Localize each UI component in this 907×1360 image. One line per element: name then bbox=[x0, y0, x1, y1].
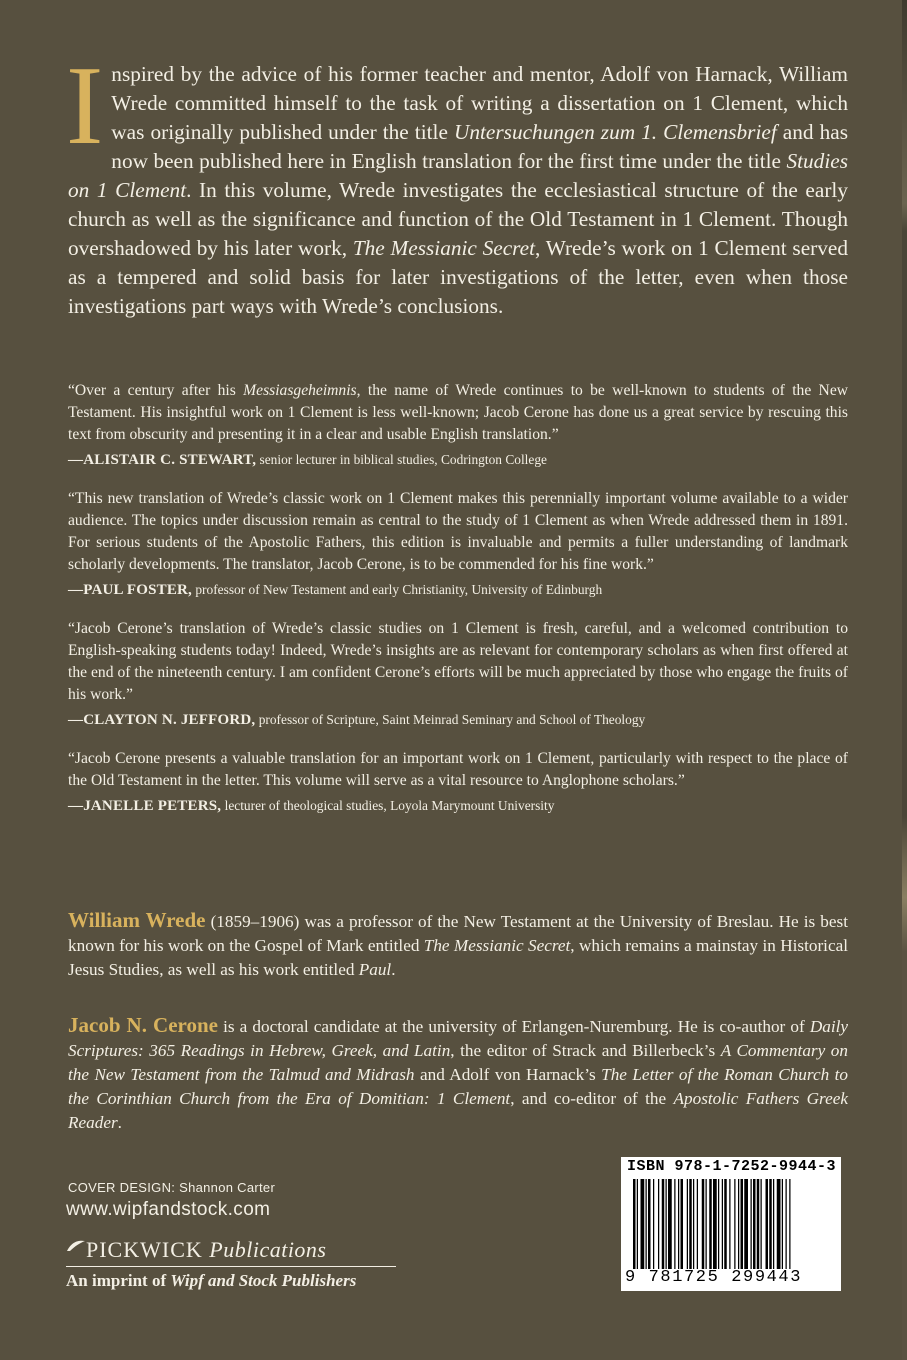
endorsement-attribution: —PAUL FOSTER, professor of New Testament and early Christianity, University of Edinburgh bbox=[68, 582, 603, 598]
cover-edge-strip bbox=[902, 0, 907, 1360]
publisher-website: www.wipfandstock.com bbox=[66, 1199, 271, 1220]
barcode-bars bbox=[633, 1179, 829, 1269]
drop-cap: I bbox=[66, 44, 104, 168]
endorsements bbox=[68, 380, 848, 816]
blurb-text: nspired by the advice of his former teacher and mentor, Adolf von Harnack, William Wrede committed himself to the task of writing a dissertation on 1 Clement, which was originally published under the title Untersuchungen zum 1. Clemensbrief and has now been published here in English translation for the first time under the title Studies on 1 Clement. In this volume, Wrede investigates the ecclesiastical structure of the early church as well as the significance and function of the Old Testament in 1 Clement. Though overshadowed by his later work, The Messianic Secret, Wrede’s work on 1 Clement served as a tempered and solid basis for later investigations of the letter, even when those investigations part ways with Wrede’s conclusions. bbox=[68, 62, 848, 318]
endorsement-3 bbox=[68, 618, 848, 730]
cover-design-credit: COVER DESIGN: Shannon Carter bbox=[68, 1180, 276, 1195]
isbn-label: ISBN 978-1-7252-9944-3 bbox=[627, 1158, 837, 1175]
endorsement-2 bbox=[68, 488, 848, 600]
isbn-barcode bbox=[621, 1157, 841, 1291]
quill-icon bbox=[66, 1239, 86, 1253]
endorsement-quote: “Jacob Cerone’s translation of Wrede’s classic studies on 1 Clement is fresh, careful, and a welcomed contribution to English-speaking students today! Indeed, Wrede’s insights are as relevant for contemporary scholars as when first offered at the end of the nineteenth century. I am confident Cerone’s efforts will be much appreciated by those who engage the fruits of his work.” bbox=[68, 620, 848, 703]
endorsement-4 bbox=[68, 748, 848, 816]
endorsement-attribution: —ALISTAIR C. STEWART, senior lecturer in biblical studies, Codrington College bbox=[68, 452, 547, 468]
publisher-name-sub: Publications bbox=[209, 1237, 327, 1262]
endorsement-quote: “Over a century after his Messiasgeheimnis, the name of Wrede continues to be well-known to students of the New Testament. His insightful work on 1 Clement is less well-known; Jacob Cerone has done us a great service by rescuing this text from obscurity and presenting it in a clear and usable English translation.” bbox=[68, 382, 849, 443]
endorsement-1 bbox=[68, 380, 848, 470]
author-bio: William Wrede (1859–1906) was a professor of the New Testament at the University of Breslau. He is best known for his work on the Gospel of Mark entitled The Messianic Secret, which remains a mainstay in Historical Jesus Studies, as well as his work entitled Paul. bbox=[68, 908, 848, 979]
translator-bio: Jacob N. Cerone is a doctoral candidate at the university of Erlangen-Nuremburg. He is co-author of Daily Scriptures: 365 Readings in Hebrew, Greek, and Latin, the editor of Strack and Billerbeck’s A Commentary on the New Testament from the Talmud and Midrash and Adolf von Harnack’s The Letter of the Roman Church to the Corinthian Church from the Era of Domitian: 1 Clement, and co-editor of the Apostolic Fathers Greek Reader. bbox=[68, 1013, 848, 1132]
endorsement-quote: “This new translation of Wrede’s classic work on 1 Clement makes this perennially important volume available to a wider audience. The topics under discussion remain as central to the study of 1 Clement as when Wrede addressed them in 1891. For serious students of the Apostolic Fathers, this edition is invaluable and permits a fuller understanding of landmark scholarly developments. The translator, Jacob Cerone, is to be commended for his fine work.” bbox=[68, 490, 848, 573]
isbn-digits: 9 781725 299443 bbox=[625, 1268, 803, 1287]
publisher-name: PICKWICK bbox=[86, 1237, 203, 1262]
description-blurb bbox=[66, 44, 848, 321]
publisher-logo bbox=[66, 1237, 396, 1291]
imprint-line: An imprint of Wipf and Stock Publishers bbox=[66, 1271, 357, 1290]
endorsement-attribution: —JANELLE PETERS, lecturer of theological studies, Loyola Marymount University bbox=[68, 798, 555, 814]
endorsement-quote: “Jacob Cerone presents a valuable translation for an important work on 1 Clement, particularly with respect to the place of the Old Testament in the letter. This volume will serve as a vital resource to Anglophone scholars.” bbox=[68, 750, 848, 789]
endorsement-attribution: —CLAYTON N. JEFFORD, professor of Scripture, Saint Meinrad Seminary and School of Theology bbox=[68, 712, 646, 728]
